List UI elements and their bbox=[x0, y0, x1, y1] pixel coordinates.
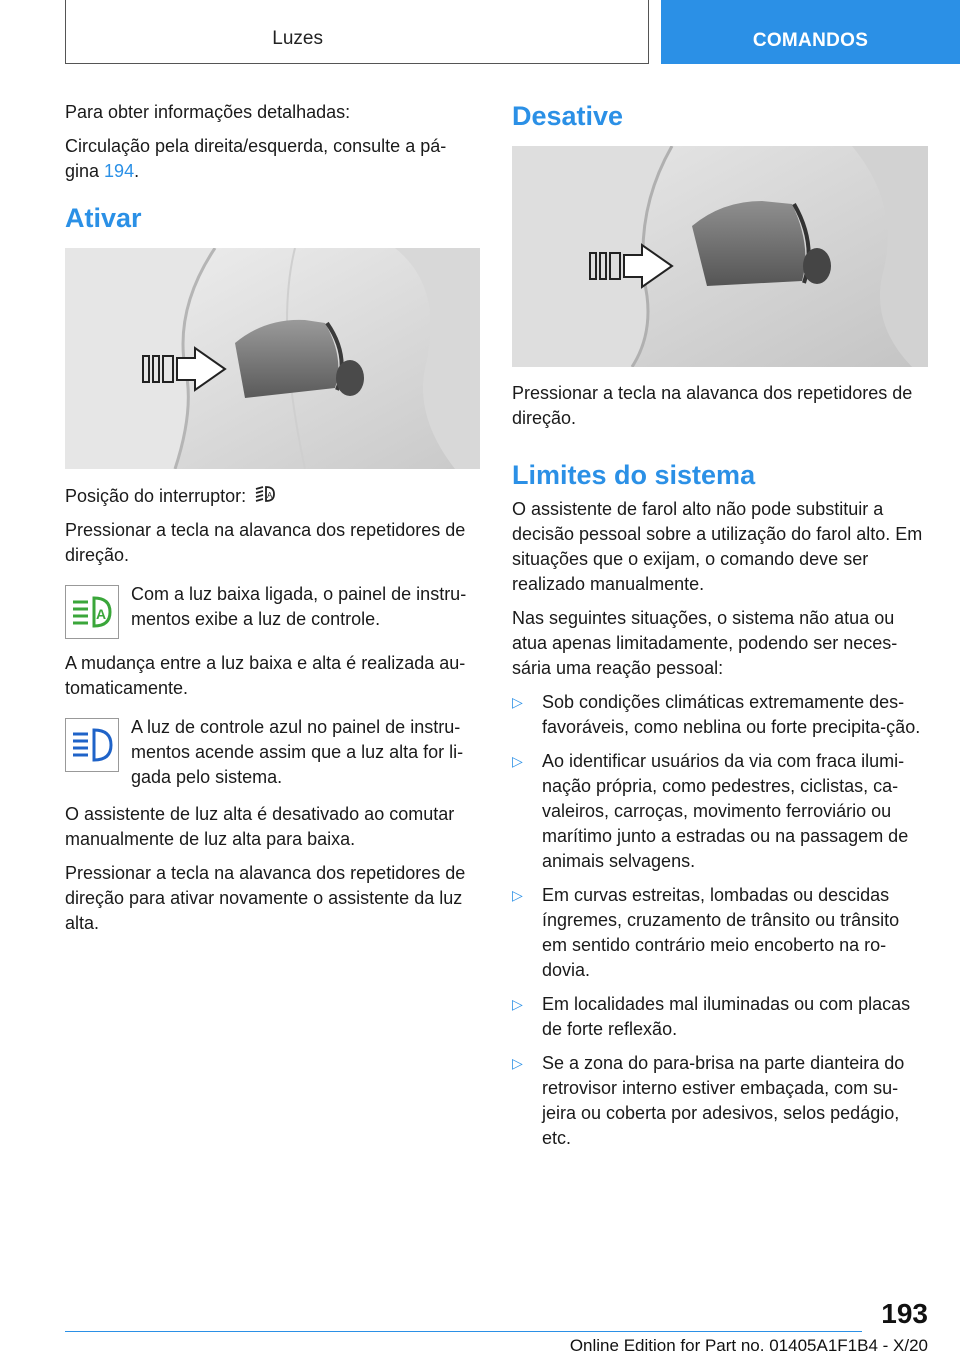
list-item: ▷ Ao identificar usuários da via com fraca ilumi-nação própria, como pedestres, ciclistas, ca-valeiros, carroças, movimento ferroviário ou marítimo junto a estradas ou na passagem de animais selvagens. bbox=[512, 751, 909, 871]
intro-paragraph-2: Circulação pela direita/esquerda, consulte a pá-gina 194. bbox=[65, 136, 447, 181]
limits-paragraph-1: O assistente de farol alto não pode substituir a decisão pessoal sobre a utilização do farol alto. Em situações que o exijam, o comando deve ser realizado manualmente. bbox=[512, 499, 923, 594]
right-column bbox=[512, 100, 928, 1160]
svg-text:A: A bbox=[96, 606, 107, 622]
list-item: ▷ Sob condições climáticas extremamente des-favoráveis, como neblina ou forte precipita-ção. bbox=[512, 692, 921, 737]
high-beam-assistant-symbol-icon bbox=[254, 483, 276, 505]
header-section-title: Luzes bbox=[272, 28, 323, 49]
press-key-activate: Pressionar a tecla na alavanca dos repetidores de direção. bbox=[65, 520, 466, 565]
note-high-beam-text: A luz de controle azul no painel de instru-mentos acende assim que a luz alta for li-gada pelo sistema. bbox=[131, 717, 464, 787]
assistant-deactivated-text: O assistente de luz alta é desativado ao comutar manualmente de luz alta para baixa. bbox=[65, 804, 455, 849]
press-key-deactivate: Pressionar a tecla na alavanca dos repetidores de direção. bbox=[512, 383, 913, 428]
low-beam-assistant-indicator-icon bbox=[65, 585, 119, 639]
note-low-beam-indicator bbox=[65, 582, 480, 639]
bullet-triangle-icon: ▷ bbox=[512, 887, 523, 903]
intro-paragraph-1: Para obter informações detalhadas: bbox=[65, 102, 351, 122]
page-number: 193 bbox=[881, 1298, 928, 1329]
svg-text:A: A bbox=[267, 491, 273, 500]
list-item: ▷ Em curvas estreitas, lombadas ou descidas íngremes, cruzamento de trânsito ou trânsito em sentido contrário meio encoberto na ro-dovia. bbox=[512, 885, 900, 980]
left-column bbox=[65, 100, 480, 945]
bullet-triangle-icon: ▷ bbox=[512, 1055, 523, 1071]
stalk-button-illustration-activate bbox=[65, 248, 480, 469]
reactivate-text: Pressionar a tecla na alavanca dos repetidores de direção para ativar novamente o assistente da luz alta. bbox=[65, 863, 466, 933]
system-limits-heading: Limites do sistema bbox=[512, 460, 756, 490]
deactivate-heading: Desative bbox=[512, 101, 624, 131]
footer-divider bbox=[65, 1331, 862, 1332]
list-item: ▷ Em localidades mal iluminadas ou com placas de forte reflexão. bbox=[512, 994, 911, 1039]
activate-heading: Ativar bbox=[65, 203, 142, 233]
header-chapter-tab: COMANDOS bbox=[661, 0, 960, 64]
switch-position-text: Posição do interruptor: A bbox=[65, 483, 480, 509]
list-item: ▷ Se a zona do para-brisa na parte dianteira do retrovisor interno estiver embaçada, com su-jeira ou coberta por adesivos, selos pedágio, etc. bbox=[512, 1053, 905, 1148]
footer-edition-text: Online Edition for Part no. 01405A1F1B4 - X/20 bbox=[569, 1336, 928, 1355]
bullet-triangle-icon: ▷ bbox=[512, 753, 523, 769]
bullet-triangle-icon: ▷ bbox=[512, 694, 523, 710]
bullet-triangle-icon: ▷ bbox=[512, 996, 523, 1012]
page-reference-link[interactable]: 194 bbox=[104, 161, 135, 181]
limits-list bbox=[512, 690, 928, 1151]
automatic-switch-text: A mudança entre a luz baixa e alta é realizada au-tomaticamente. bbox=[65, 653, 466, 698]
stalk-button-illustration-deactivate bbox=[512, 146, 928, 367]
high-beam-indicator-icon bbox=[65, 718, 119, 772]
note-low-beam-text: Com a luz baixa ligada, o painel de instru-mentos exibe a luz de controle. bbox=[131, 584, 467, 629]
limits-paragraph-2: Nas seguintes situações, o sistema não atua ou atua apenas limitadamente, podendo ser neces-sária uma reação pessoal: bbox=[512, 608, 898, 678]
note-high-beam-indicator bbox=[65, 715, 480, 790]
header-frame bbox=[65, 0, 649, 64]
